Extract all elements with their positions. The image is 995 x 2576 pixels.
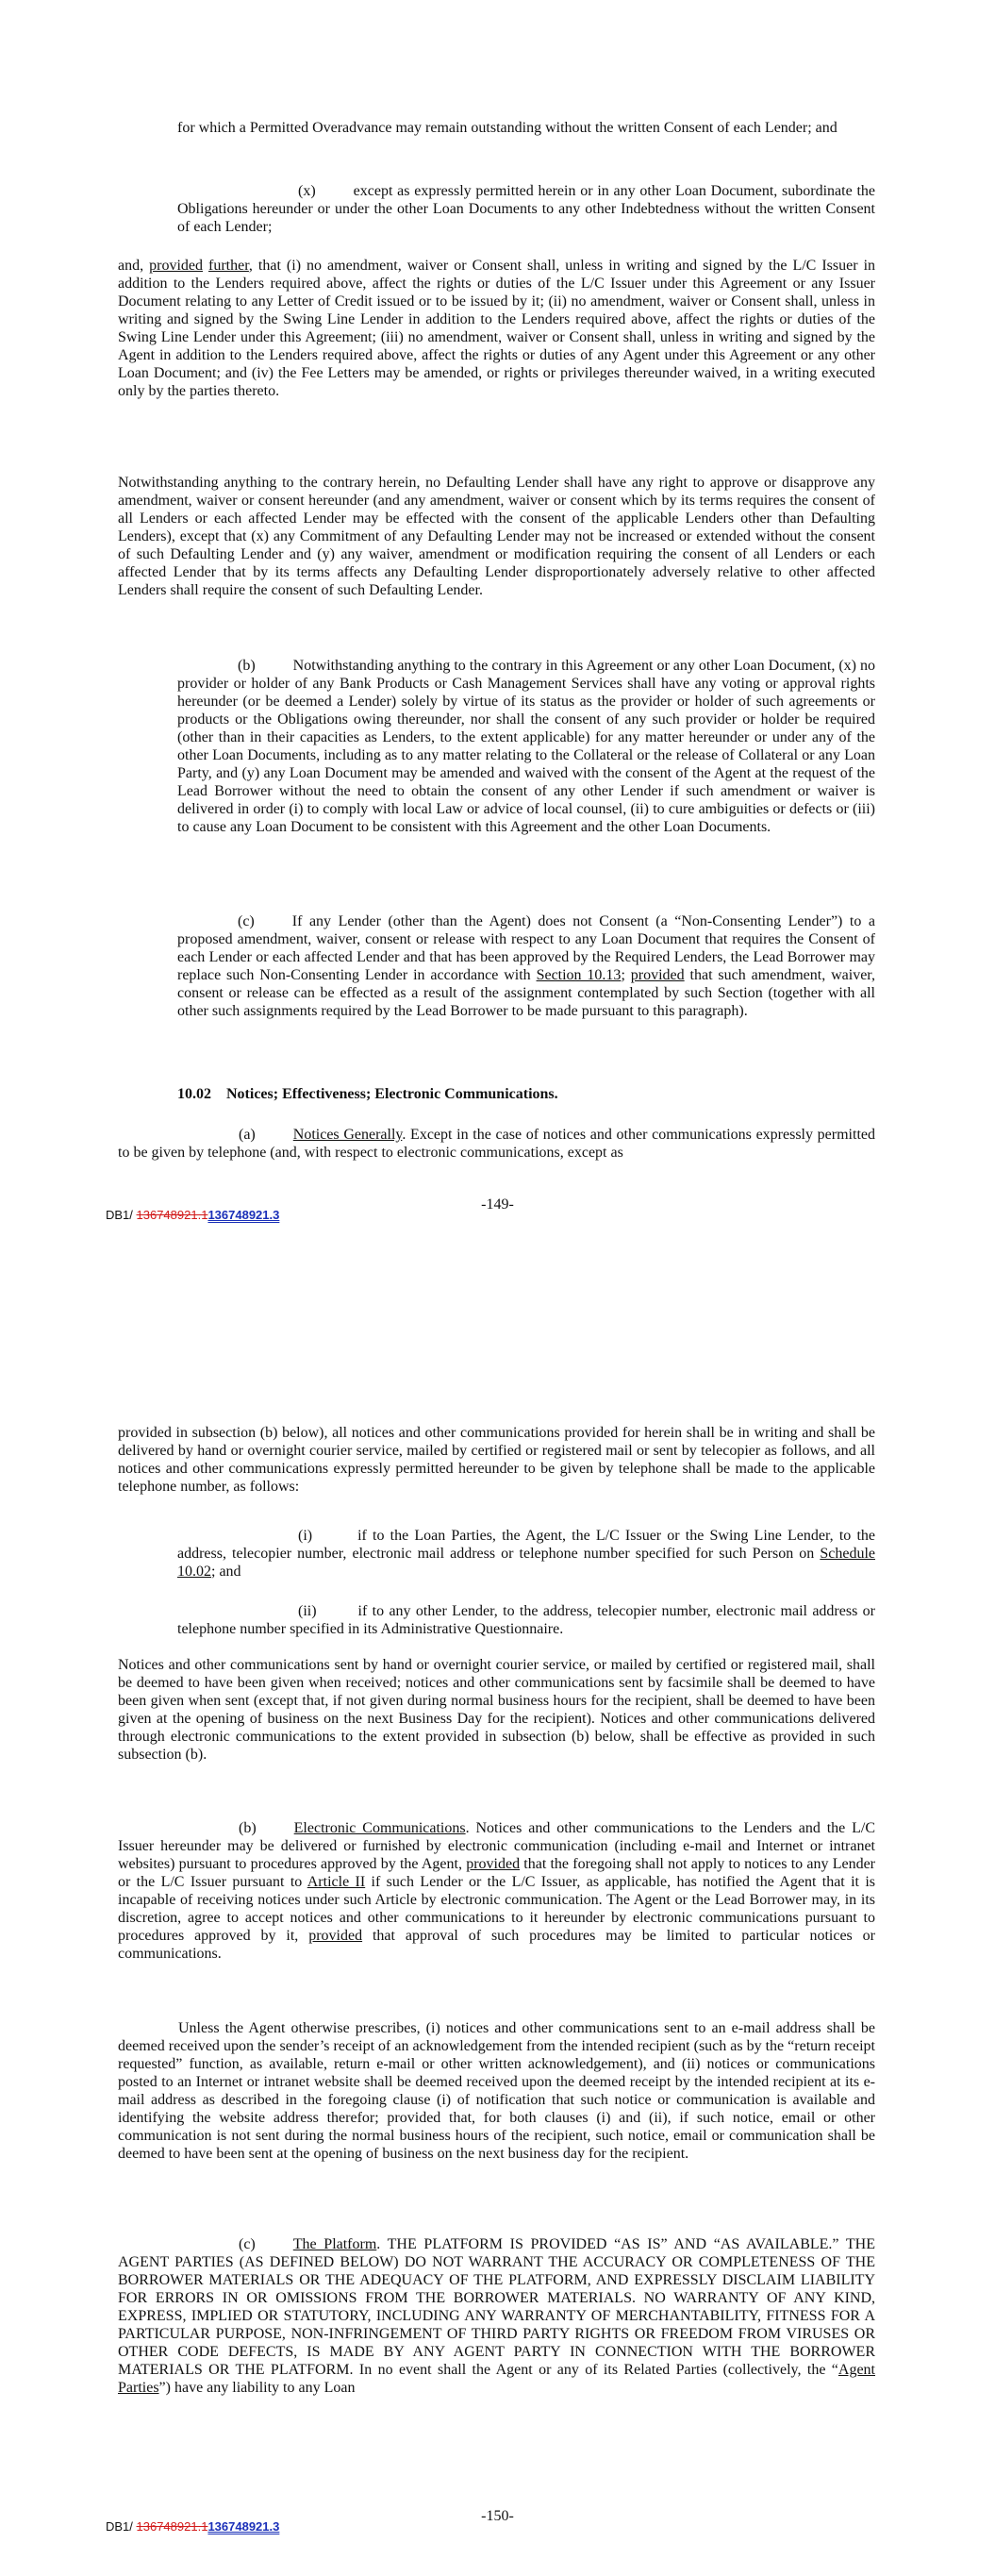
clause-b-electronic	[118, 1819, 875, 1963]
clause-a-notices-generally	[118, 1126, 875, 1162]
section-10-13-ref: Section 10.13	[536, 967, 622, 983]
page-149	[0, 0, 995, 1227]
clause-c-label: (c)	[238, 913, 255, 929]
clause-c-text2: that such amendment, waiver, consent or release can be effected as a result of the assignment contemplated by such Section (together with all other such assignments required by the Lead Borrower to be made pursuant to this paragraph).	[177, 967, 875, 1019]
provided-ref-1: provided	[466, 1856, 521, 1872]
paragraph-notices-delivery: Notices and other communications sent by hand or overnight courier service, or mailed by certified or registered mail, shall be deemed to have been given when received; notices and other communications sent by facsimile shall be deemed to have been given when sent (except that, if not given during normal business hours for the recipient, shall be deemed to have been given at the opening of business on the next Business Day for the recipient). Notices and other communications delivered through electronic communications to the extent provided in subsection (b) below, shall be effective as provided in such subsection (b).	[118, 1657, 875, 1763]
clause-ii-label: (ii)	[298, 1603, 317, 1619]
heading-number: 10.02	[177, 1086, 211, 1102]
clause-c-mid: ;	[621, 967, 631, 983]
paragraph-provided-further	[118, 257, 875, 400]
paragraph-unless-agent: Unless the Agent otherwise prescribes, (i) notices and other communications sent to an e-mail address shall be deemed received upon the sender’s receipt of an acknowledgement from the intended recipient (such as by the “return receipt requested” function, as available, return e-mail or other written acknowledgement), and (ii) notices or communications posted to an Internet or intranet website shall be deemed received upon the deemed receipt by the intended recipient at its e-mail address as described in the foregoing clause (i) of notification that such notice or communication is available and identifying the website address therefor; provided that, for both clauses (i) and (ii), if such notice, email or other communication is not sent during the normal business hours of the recipient, such notice, email or communication shall be deemed to have been sent at the opening of business on the next business day for the recipient.	[118, 2020, 875, 2162]
clause-x-label: (x)	[298, 183, 316, 199]
clause-x	[177, 182, 875, 236]
paragraph-defaulting-lender: Notwithstanding anything to the contrary herein, no Defaulting Lender shall have any right to approve or disapprove any amendment, waiver or consent hereunder (and any amendment, waiver or consent which by its terms requires the consent of all Lenders or each affected Lender may be effected with the consent of the applicable Lenders other than Defaulting Lenders), except that (x) any Commitment of any Defaulting Lender may not be increased or extended without the consent of such Defaulting Lender and (y) any waiver, amendment or modification requiring the consent of all Lenders or each affected Lender that by its terms affects any Defaulting Lender disproportionately adversely relative to other affected Lenders shall require the consent of such Defaulting Lender.	[118, 475, 875, 598]
clause-ii-text: if to any other Lender, to the address, telecopier number, electronic mail address or telephone number specified in its Administrative Questionnaire.	[177, 1603, 875, 1637]
clause-i	[177, 1527, 875, 1581]
footer-old-id: 136748921.1	[136, 2519, 208, 2534]
clause-i-text1: if to the Loan Parties, the Agent, the L/C Issuer or the Swing Line Lender, to the address, telecopier number, electronic mail address or telephone number specified for such Person on	[177, 1528, 875, 1562]
document-footer	[106, 1208, 279, 1222]
footer-prefix: DB1/	[106, 1208, 137, 1222]
footer-old-id: 136748921.1	[136, 1208, 208, 1222]
page-number: -149-	[481, 1196, 514, 1213]
clause-b-text2: that the foregoing shall not apply to notices to any Lender or the L/C Issuer pursuant to	[118, 1856, 875, 1890]
provided-ref-2: provided	[308, 1928, 363, 1944]
provided-rest: , that (i) no amendment, waiver or Consent shall, unless in writing and signed by the L/C Issuer in addition to the Lenders required above, affect the rights or duties of the L/C Issuer under this Agreement or any Issuer Document relating to any Letter of Credit issued or to be issued by it; (ii) no amendment, waiver or Consent shall, unless in writing and signed by the Swing Line Lender in addition to the Lenders required above, affect the rights or duties of the Swing Line Lender under this Agreement; (iii) no amendment, waiver or Consent shall, unless in writing and signed by the Agent in addition to the Lenders required above, affect the rights or duties of any Agent under this Agreement or any other Loan Document; and (iv) the Fee Letters may be amended, or rights or privileges thereunder waived, in a writing executed only by the parties thereto.	[118, 258, 876, 399]
schedule-10-02-ref: Schedule 10.02	[177, 1546, 875, 1580]
footer-new-id: 136748921.3	[207, 1208, 280, 1222]
provided-ref: provided	[630, 967, 685, 983]
footer-prefix: DB1/	[106, 2519, 137, 2534]
page-150	[0, 1397, 995, 2576]
clause-c	[177, 912, 875, 1020]
agent-parties-ref: Agent Parties	[118, 2362, 875, 2396]
clause-b-text3: if such Lender or the L/C Issuer, as applicable, has notified the Agent that it is incapable of receiving notices under such Article by electronic communication. The Agent or the Lead Borrower may, in its discretion, agree to accept notices and other communications to it hereunder by electronic communications pursuant to procedures approved by it,	[118, 1874, 876, 1944]
clause-c-platform	[118, 2235, 875, 2397]
article-ii-ref: Article II	[307, 1874, 366, 1890]
section-heading-10-02	[177, 1085, 875, 1103]
clause-a-text: . Except in the case of notices and other communications expressly permitted to be given by telephone (and, with respect to electronic communications, except as	[118, 1127, 875, 1161]
clause-b-text1: . Notices and other communications to the Lenders and the L/C Issuer hereunder may be delivered or furnished by electronic communication (including e-mail and Internet or intranet websites) pursuant to procedures approved by the Agent,	[118, 1820, 876, 1872]
paragraph-permitted-overadvance: for which a Permitted Overadvance may remain outstanding without the written Consent of each Lender; and	[177, 120, 837, 136]
platform-heading: The Platform	[292, 2236, 377, 2252]
electronic-communications-heading: Electronic Communications	[293, 1820, 466, 1836]
provided-link: provided	[149, 258, 203, 274]
clause-b-label: (b)	[239, 1820, 257, 1836]
footer-new-id: 136748921.3	[207, 2519, 280, 2534]
further-link: further	[208, 258, 249, 274]
clause-b-label: (b)	[238, 658, 256, 674]
paragraph-continuation: provided in subsection (b) below), all notices and other communications provided for herein shall be in writing and shall be delivered by hand or overnight courier service, mailed by certified or registered mail or sent by telecopier as follows, and all notices and other communications expressly permitted hereunder to be given by telephone shall be made to the applicable telephone number, as follows:	[118, 1425, 875, 1495]
clause-i-text2: ; and	[211, 1564, 241, 1580]
heading-text: Notices; Effectiveness; Electronic Communications.	[226, 1086, 558, 1102]
clause-a-label: (a)	[239, 1127, 256, 1143]
clause-c-text2: ”) have any liability to any Loan	[158, 2380, 356, 2396]
clause-b-text4: that approval of such procedures may be limited to particular notices or communications.	[118, 1928, 876, 1962]
clause-b	[177, 657, 875, 836]
clause-c-text1: If any Lender (other than the Agent) does not Consent (a “Non-Consenting Lender”) to a proposed amendment, waiver, consent or release with respect to any Loan Document that requires the Consent of each Lender or each affected Lender and that has been approved by the Required Lenders, the Lead Borrower may replace such Non-Consenting Lender in accordance with	[177, 913, 875, 983]
page-number: -150-	[481, 2508, 514, 2524]
clause-b-text: Notwithstanding anything to the contrary in this Agreement or any other Loan Document, (x) no provider or holder of any Bank Products or Cash Management Services shall have any voting or approval rights hereunder (or be deemed a Lender) solely by virtue of its status as the provider or holder of such agreements or products or the Obligations owing thereunder, nor shall the consent of any such provider or holder be required (other than in their capacities as Lenders, to the extent applicable) for any matter hereunder or under any of the other Loan Documents, including as to any matter relating to the Collateral or the release of Collateral or any Loan Party, and (y) any Loan Document may be amended and waived with the consent of the Agent at the request of the Lead Borrower without the need to obtain the consent of any other Lender if such amendment or waiver is delivered in order (i) to comply with local Law or advice of local counsel, (ii) to cure ambiguities or defects or (iii) to cause any Loan Document to be consistent with this Agreement and the other Loan Documents.	[177, 658, 875, 835]
clause-c-text1: . THE PLATFORM IS PROVIDED “AS IS” AND “AS AVAILABLE.” THE AGENT PARTIES (AS DEFINED BELOW) DO NOT WARRANT THE ACCURACY OR COMPLETENESS OF THE BORROWER MATERIALS OR THE ADEQUACY OF THE PLATFORM, AND EXPRESSLY DISCLAIM LIABILITY FOR ERRORS IN OR OMISSIONS FROM THE BORROWER MATERIALS. NO WARRANTY OF ANY KIND, EXPRESS, IMPLIED OR STATUTORY, INCLUDING ANY WARRANTY OF MERCHANTABILITY, FITNESS FOR A PARTICULAR PURPOSE, NON-INFRINGEMENT OF THIRD PARTY RIGHTS OR FREEDOM FROM VIRUSES OR OTHER CODE DEFECTS, IS MADE BY ANY AGENT PARTY IN CONNECTION WITH THE BORROWER MATERIALS OR THE PLATFORM. In no event shall the Agent or any of its Related Parties (collectively, the “	[118, 2236, 876, 2378]
provided-pre: and,	[118, 258, 150, 274]
clause-x-text: except as expressly permitted herein or in any other Loan Document, subordinate the Obligations hereunder or under the other Loan Documents to any other Indebtedness without the written Consent of each Lender;	[177, 183, 875, 235]
clause-i-label: (i)	[298, 1528, 313, 1544]
clause-ii	[177, 1602, 875, 1638]
clause-c-label: (c)	[239, 2236, 256, 2252]
notices-generally-heading: Notices Generally	[292, 1127, 403, 1143]
document-footer	[106, 2519, 279, 2534]
